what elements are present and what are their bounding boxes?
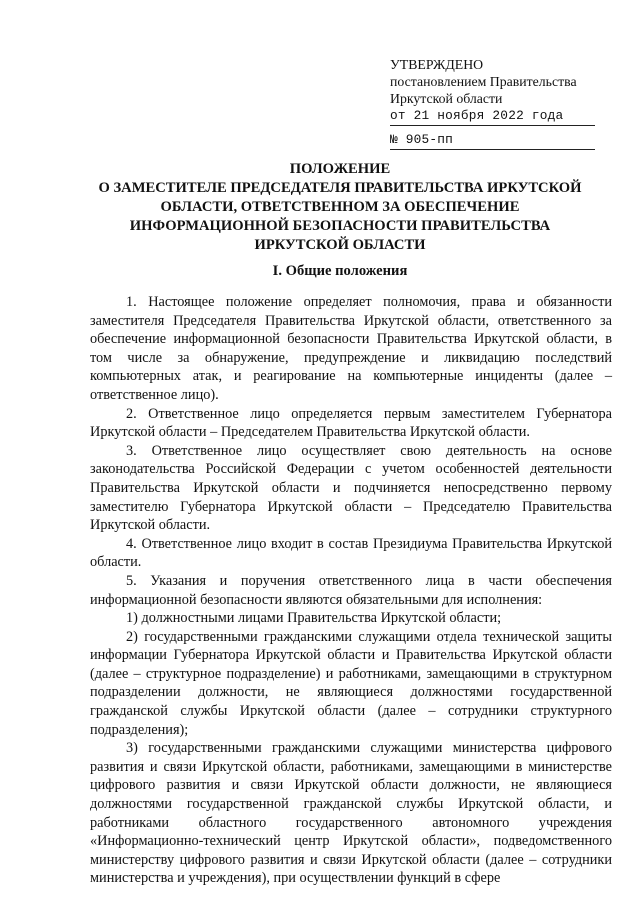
paragraph-4: 4. Ответственное лицо входит в состав Президиума Правительства Иркутской области. — [90, 535, 612, 571]
paragraph-2: 2. Ответственное лицо определяется первым заместителем Губернатора Иркутской области – Председателем Правительства Иркутской области. — [90, 405, 612, 441]
approval-date: от 21 ноября 2022 года — [390, 107, 595, 126]
list-item-1: 1) должностными лицами Правительства Иркутской области; — [126, 610, 502, 627]
title-line-4: ИНФОРМАЦИОННОЙ БЕЗОПАСНОСТИ ПРАВИТЕЛЬСТВА — [129, 218, 551, 234]
approval-number: № 905-пп — [390, 131, 595, 150]
approval-line-1: постановлением Правительства — [390, 74, 577, 89]
approval-heading: УТВЕРЖДЕНО — [390, 57, 484, 72]
list-item-2: 2) государственными гражданскими служащими отдела технической защиты информации Губернатора Иркутской области и Правительства Иркутской области (далее – структурное подразделение) и работниками, замещающими в структурном подразделении должности, не являющиеся должностями государственной гражданской службы Иркутской области (далее – сотрудники структурного подразделения); — [90, 628, 612, 738]
body-text — [90, 293, 612, 888]
title-line-5: ИРКУТСКОЙ ОБЛАСТИ — [254, 237, 426, 253]
paragraph-1: 1. Настоящее положение определяет полномочия, права и обязанности заместителя Председателя Правительства Иркутской области, ответственного за обеспечение информационной безопасности Правительства Иркутской области, в том числе за обнаружение, предупреждение и ликвидацию последствий компьютерных атак, и реагирование на компьютерные инциденты (далее – ответственное лицо). — [90, 294, 612, 403]
approval-block — [390, 56, 595, 150]
title-line-1: ПОЛОЖЕНИЕ — [289, 161, 391, 177]
paragraph-5: 5. Указания и поручения ответственного лица в части обеспечения информационной безопасности являются обязательными для исполнения: — [90, 572, 612, 608]
approval-line-2: Иркутской области — [390, 91, 503, 106]
title-line-3: ОБЛАСТИ, ОТВЕТСТВЕННОМ ЗА ОБЕСПЕЧЕНИЕ — [160, 199, 520, 215]
title-line-2: О ЗАМЕСТИТЕЛЕ ПРЕДСЕДАТЕЛЯ ПРАВИТЕЛЬСТВА ИРКУТСКОЙ — [98, 180, 582, 196]
section-heading: I. Общие положения — [272, 263, 408, 279]
list-item-3: 3) государственными гражданскими служащими министерства цифрового развития и связи Иркутской области, работниками, замещающими в министерстве цифрового развития и связи Иркутской области должности, не являющиеся должностями государственной гражданской службы Иркутской области, и работниками областного государственного автономного учреждения «Информационно-технический центр Иркутской области», подведомственного министерству цифрового развития и связи Иркутской области (далее – сотрудники министерства и учреждения), при осуществлении функций в сфере — [90, 740, 612, 887]
paragraph-3: 3. Ответственное лицо осуществляет свою деятельность на основе законодательства Российской Федерации с учетом особенностей деятельности Правительства Иркутской области и подчиняется непосредственно первому заместителю Губернатора Иркутской области – Председателю Правительства Иркутской области. — [90, 442, 612, 534]
document-title — [70, 160, 610, 255]
